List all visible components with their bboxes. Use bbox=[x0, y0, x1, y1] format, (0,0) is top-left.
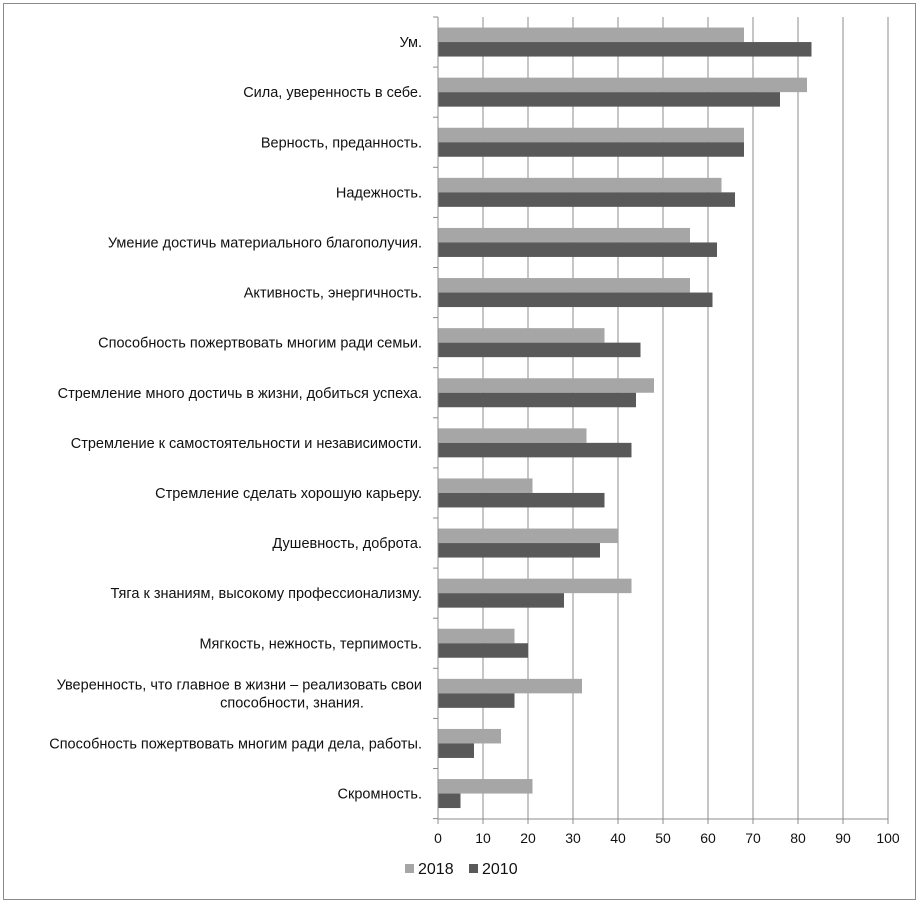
bar-2010 bbox=[438, 293, 713, 308]
category-label: Надежность. bbox=[335, 185, 422, 202]
bar-2018 bbox=[438, 478, 533, 493]
legend-swatch-2010 bbox=[469, 864, 478, 873]
bar-2010 bbox=[438, 142, 744, 157]
bar-2018 bbox=[438, 178, 722, 193]
bar-2018 bbox=[438, 428, 587, 443]
bar-2018 bbox=[438, 729, 501, 744]
bar-2010 bbox=[438, 593, 564, 608]
category-label: Уверенность, что главное в жизни – реализовать свои способности, знания. bbox=[56, 677, 422, 712]
bar-2010 bbox=[438, 92, 780, 107]
x-tick-label: 40 bbox=[610, 830, 626, 846]
bar-2010 bbox=[438, 693, 515, 708]
x-tick-label: 30 bbox=[565, 830, 581, 846]
category-label: Скромность. bbox=[337, 786, 422, 803]
bar-2010 bbox=[438, 343, 641, 358]
category-label: Мягкость, нежность, терпимость. bbox=[199, 636, 422, 653]
bar-2010 bbox=[438, 192, 735, 207]
bar-2018 bbox=[438, 779, 533, 794]
legend-label-2018: 2018 bbox=[418, 861, 454, 878]
x-tick-label: 100 bbox=[876, 830, 900, 846]
legend-swatch-2018 bbox=[405, 864, 414, 873]
bar-2010 bbox=[438, 242, 717, 257]
legend-label-2010: 2010 bbox=[482, 861, 518, 878]
category-label: Сила, уверенность в себе. bbox=[243, 85, 422, 102]
bar-2018 bbox=[438, 278, 690, 293]
bar-2018 bbox=[438, 378, 654, 393]
x-tick-label: 60 bbox=[700, 830, 716, 846]
x-tick-label: 10 bbox=[475, 830, 491, 846]
category-label: Стремление много достичь в жизни, добиться успеха. bbox=[57, 385, 422, 402]
x-tick-label: 80 bbox=[790, 830, 806, 846]
category-label: Душевность, доброта. bbox=[272, 536, 422, 553]
category-label: Тяга к знаниям, высокому профессионализму. bbox=[110, 586, 422, 603]
bar-2018 bbox=[438, 328, 605, 343]
bar-2010 bbox=[438, 493, 605, 508]
bar-2018 bbox=[438, 78, 807, 93]
bar-2018 bbox=[438, 629, 515, 644]
bar-2010 bbox=[438, 643, 528, 658]
category-label: Стремление к самостоятельности и независимости. bbox=[70, 435, 422, 452]
category-label: Стремление сделать хорошую карьеру. bbox=[155, 485, 422, 502]
bar-2010 bbox=[438, 42, 812, 57]
bar-2018 bbox=[438, 228, 690, 243]
legend bbox=[405, 861, 518, 878]
category-label: Умение достичь материального благополучия. bbox=[107, 235, 422, 252]
x-tick-label: 50 bbox=[655, 830, 671, 846]
category-label: Верность, преданность. bbox=[260, 135, 422, 152]
bar-2010 bbox=[438, 443, 632, 458]
bar-2018 bbox=[438, 128, 744, 143]
bar-2018 bbox=[438, 529, 618, 544]
bar-2018 bbox=[438, 679, 582, 694]
bar-2010 bbox=[438, 794, 461, 809]
bar-2018 bbox=[438, 579, 632, 594]
category-label: Активность, энергичность. bbox=[243, 285, 422, 302]
category-label: Способность пожертвовать многим ради дела, работы. bbox=[49, 736, 422, 753]
category-labels bbox=[49, 35, 422, 803]
category-label: Способность пожертвовать многим ради семьи. bbox=[98, 335, 422, 352]
x-tick-label: 90 bbox=[835, 830, 851, 846]
x-tick-label: 20 bbox=[520, 830, 536, 846]
x-tick-label: 70 bbox=[745, 830, 761, 846]
bar-2010 bbox=[438, 743, 474, 758]
x-tick-labels bbox=[434, 830, 900, 846]
bar-2018 bbox=[438, 28, 744, 43]
bar-2010 bbox=[438, 393, 636, 408]
category-label: Ум. bbox=[399, 35, 422, 52]
x-tick-label: 0 bbox=[434, 830, 442, 846]
bar-2010 bbox=[438, 543, 600, 558]
bars bbox=[438, 28, 812, 809]
